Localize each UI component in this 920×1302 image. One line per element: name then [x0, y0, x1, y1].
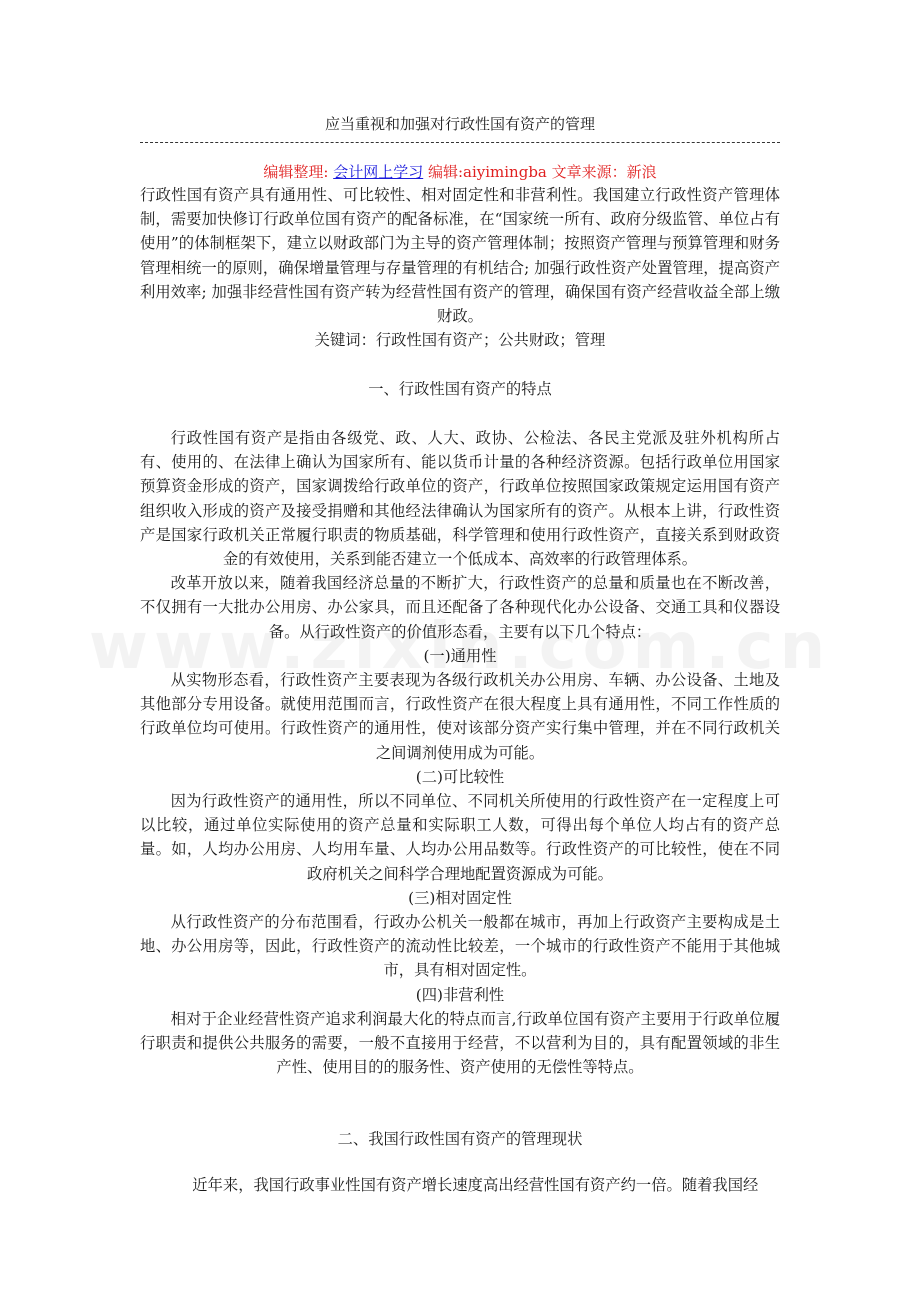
section2-body [140, 1173, 780, 1197]
keywords-line: 关键词：行政性国有资产；公共财政；管理 [314, 331, 606, 350]
subheading-4: (四)非营利性 [415, 985, 505, 1004]
subheading-1: (一)通用性 [423, 646, 497, 665]
abstract-block [140, 183, 780, 352]
document-title: 应当重视和加强对行政性国有资产的管理 [324, 115, 595, 133]
article-meta [140, 162, 780, 182]
paragraph: 行政性国有资产是指由各级党、政、人大、政协、公检法、各民主党派及驻外机构所占有、使用的、在法律上确认为国家所有、能以货币计量的各种经济资源。包括行政单位用国家预算资金形成的资产，国家调拨给行政单位的资产，行政单位按照国家政策规定运用国有资产组织收入形成的资产及接受捐赠和其他经法律确认为国家所有的资产。从根本上讲，行政性资产是国家行政机关正常履行职责的物质基础，科学管理和使用行政性资产，直接关系到财政资金的有效使用，关系到能否建立一个低成本、高效率的行政管理体系。 [140, 429, 780, 569]
paragraph: 从行政性资产的分布范围看，行政办公机关一般都在城市，再加上行政资产主要构成是土地、办公用房等，因此，行政性资产的流动性比较差，一个城市的行政性资产不能用于其他城市，具有相对固定性。 [140, 913, 780, 980]
abstract-paragraph: 行政性国有资产具有通用性、可比较性、相对固定性和非营利性。我国建立行政性资产管理体制，需要加快修订行政单位国有资产的配备标准，在“国家统一所有、政府分级监管、单位占有使用”的体制框架下，建立以财政部门为主导的资产管理体制；按照资产管理与预算管理和财务管理相统一的原则，确保增量管理与存量管理的有机结合; 加强行政性资产处置管理，提高资产利用效率; 加强非经营性国有资产转为经营性国有资产的管理，确保国有资产经营收益全部上缴财政。 [140, 186, 780, 326]
editor-link[interactable]: 会计网上学习 [333, 163, 424, 181]
source-info: 编辑:aiyimingba 文章来源：新浪 [423, 163, 657, 181]
paragraph: 因为行政性资产的通用性，所以不同单位、不同机关所使用的行政性资产在一定程度上可以比较，通过单位实际使用的资产总量和实际职工人数，可得出每个单位人均占有的资产总量。如，人均办公用房、人均用车量、人均办公用品数等。行政性资产的可比较性，使在不同政府机关之间科学合理地配置资源成为可能。 [140, 792, 780, 883]
paragraph: 近年来，我国行政事业性国有资产增长速度高出经营性国有资产约一倍。随着我国经 [192, 1176, 759, 1194]
subheading-2: (二)可比较性 [415, 767, 505, 786]
paragraph: 相对于企业经营性资产追求利润最大化的特点而言,行政单位国有资产主要用于行政单位履行职责和提供公共服务的需要，一般不直接用于经营，不以营利为目的，具有配置领域的非生产性、使用目的的服务性、资产使用的无偿性等特点。 [140, 1009, 780, 1077]
section-heading-2: 二、我国行政性国有资产的管理现状 [337, 1130, 583, 1148]
editor-label: 编辑整理: [263, 163, 334, 181]
section-heading-1: 一、行政性国有资产的特点 [368, 380, 552, 398]
paragraph: 改革开放以来，随着我国经济总量的不断扩大，行政性资产的总量和质量也在不断改善，不仅拥有一大批办公用房、办公家具，而且还配备了各种现代化办公设备、交通工具和仪器设备。从行政性资产的价值形态看，主要有以下几个特点： [140, 574, 780, 641]
paragraph: 从实物形态看，行政性资产主要表现为各级行政机关办公用房、车辆、办公设备、土地及其他部分专用设备。就使用范围而言，行政性资产在很大程度上具有通用性，不同工作性质的行政单位均可使用。行政性资产的通用性，使对该部分资产实行集中管理，并在不同行政机关之间调剂使用成为可能。 [140, 671, 780, 762]
dashed-divider [140, 142, 780, 143]
section1-body [140, 426, 780, 1079]
subheading-3: (三)相对固定性 [408, 888, 512, 907]
